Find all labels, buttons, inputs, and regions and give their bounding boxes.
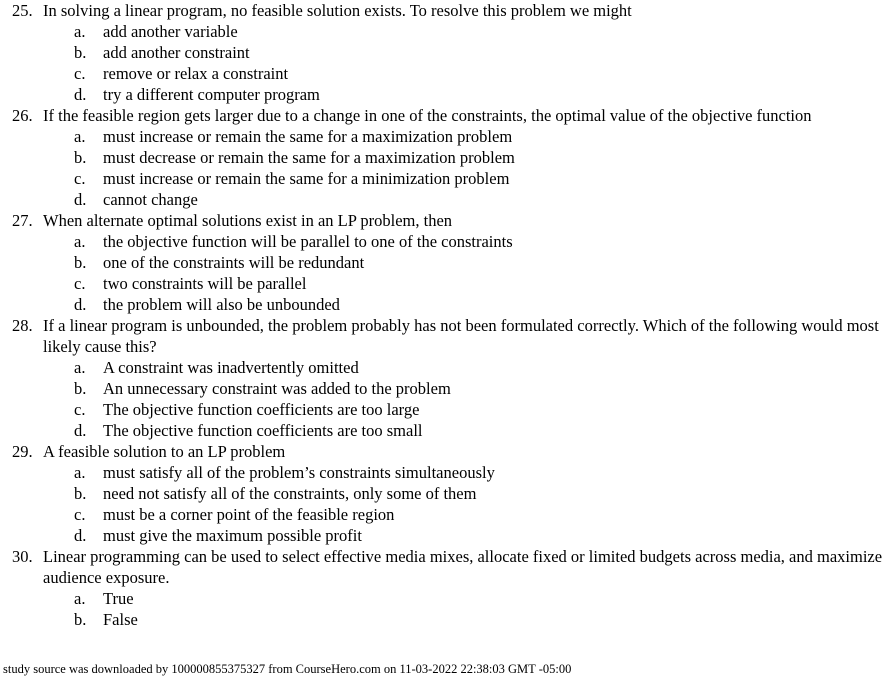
- option-text: A constraint was inadvertently omitted: [103, 358, 359, 377]
- answer-option: [0, 252, 888, 273]
- option-text: must decrease or remain the same for a maximization problem: [103, 148, 515, 167]
- option-letter: b.: [74, 610, 87, 629]
- answer-option: [0, 588, 888, 609]
- option-list: [43, 126, 888, 210]
- answer-option: [0, 378, 888, 399]
- option-list: [43, 21, 888, 105]
- option-text: must increase or remain the same for a maximization problem: [103, 127, 513, 146]
- option-letter: d.: [74, 526, 87, 545]
- option-list: [43, 462, 888, 546]
- option-text: two constraints will be parallel: [103, 274, 307, 293]
- option-letter: d.: [74, 295, 87, 314]
- answer-option: [0, 504, 888, 525]
- answer-option: [0, 231, 888, 252]
- option-text: The objective function coefficients are too small: [103, 421, 423, 440]
- option-letter: b.: [74, 148, 87, 167]
- option-text: the problem will also be unbounded: [103, 295, 340, 314]
- option-text: need not satisfy all of the constraints, only some of them: [103, 484, 477, 503]
- option-text: add another constraint: [103, 43, 250, 62]
- question-number: 25.: [12, 1, 33, 20]
- question-text: If a linear program is unbounded, the problem probably has not been formulated correctly. Which of the following would most likely cause this?: [43, 316, 879, 356]
- option-text: must be a corner point of the feasible region: [103, 505, 395, 524]
- option-letter: d.: [74, 85, 87, 104]
- answer-option: [0, 462, 888, 483]
- option-text: must increase or remain the same for a minimization problem: [103, 169, 510, 188]
- option-text: False: [103, 610, 138, 629]
- question-number: 27.: [12, 211, 33, 230]
- answer-option: [0, 609, 888, 630]
- answer-option: [0, 420, 888, 441]
- option-text: add another variable: [103, 22, 238, 41]
- question-item: [0, 315, 888, 441]
- answer-option: [0, 399, 888, 420]
- answer-option: [0, 273, 888, 294]
- option-letter: c.: [74, 505, 86, 524]
- answer-option: [0, 168, 888, 189]
- answer-option: [0, 357, 888, 378]
- option-text: True: [103, 589, 134, 608]
- answer-option: [0, 126, 888, 147]
- option-letter: d.: [74, 190, 87, 209]
- answer-option: [0, 294, 888, 315]
- question-number: 29.: [12, 442, 33, 461]
- answer-option: [0, 147, 888, 168]
- option-letter: b.: [74, 379, 87, 398]
- question-item: [0, 441, 888, 546]
- question-number: 30.: [12, 547, 33, 566]
- question-item: [0, 210, 888, 315]
- question-text: When alternate optimal solutions exist in an LP problem, then: [43, 211, 453, 230]
- answer-option: [0, 42, 888, 63]
- option-letter: a.: [74, 232, 86, 251]
- option-letter: c.: [74, 274, 86, 293]
- option-list: [43, 357, 888, 441]
- option-letter: b.: [74, 43, 87, 62]
- question-item: [0, 546, 888, 630]
- question-number: 26.: [12, 106, 33, 125]
- answer-option: [0, 189, 888, 210]
- option-letter: c.: [74, 64, 86, 83]
- option-letter: c.: [74, 400, 86, 419]
- question-item: [0, 0, 888, 105]
- option-letter: a.: [74, 463, 86, 482]
- option-text: try a different computer program: [103, 85, 320, 104]
- option-letter: d.: [74, 421, 87, 440]
- option-letter: b.: [74, 484, 87, 503]
- option-letter: a.: [74, 358, 86, 377]
- option-letter: a.: [74, 589, 86, 608]
- option-text: cannot change: [103, 190, 198, 209]
- download-footer: study source was downloaded by 100000855375327 from CourseHero.com on 11-03-2022 22:38:03 GMT -05:00: [3, 662, 572, 676]
- option-text: remove or relax a constraint: [103, 64, 289, 83]
- option-letter: a.: [74, 22, 86, 41]
- option-list: [43, 588, 888, 630]
- answer-option: [0, 63, 888, 84]
- option-text: the objective function will be parallel to one of the constraints: [103, 232, 513, 251]
- option-text: The objective function coefficients are too large: [103, 400, 420, 419]
- option-text: must give the maximum possible profit: [103, 526, 362, 545]
- question-text: If the feasible region gets larger due to a change in one of the constraints, the optimal value of the objective function: [43, 106, 812, 125]
- option-text: must satisfy all of the problem’s constraints simultaneously: [103, 463, 495, 482]
- question-text: A feasible solution to an LP problem: [43, 442, 286, 461]
- option-letter: b.: [74, 253, 87, 272]
- question-text: In solving a linear program, no feasible solution exists. To resolve this problem we might: [43, 1, 632, 20]
- answer-option: [0, 525, 888, 546]
- question-text: Linear programming can be used to select effective media mixes, allocate fixed or limited budgets across media, and maximize audience exposure.: [43, 547, 883, 587]
- question-item: [0, 105, 888, 210]
- answer-option: [0, 483, 888, 504]
- option-text: An unnecessary constraint was added to the problem: [103, 379, 451, 398]
- question-number: 28.: [12, 316, 33, 335]
- option-letter: c.: [74, 169, 86, 188]
- option-letter: a.: [74, 127, 86, 146]
- option-list: [43, 231, 888, 315]
- option-text: one of the constraints will be redundant: [103, 253, 365, 272]
- answer-option: [0, 84, 888, 105]
- answer-option: [0, 21, 888, 42]
